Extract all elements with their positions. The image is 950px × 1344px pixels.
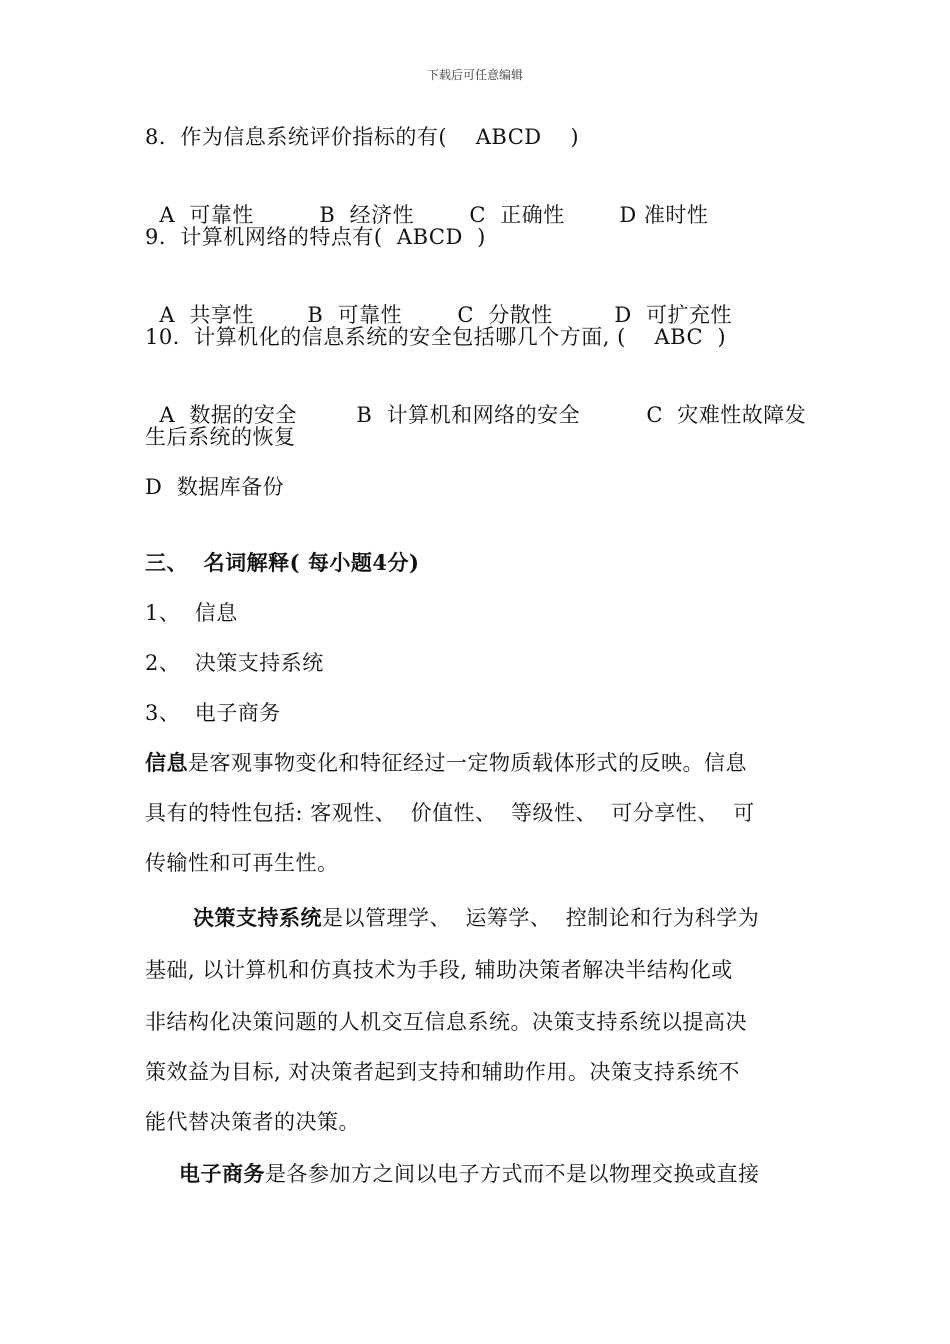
answer-ec-line-1 (179, 1160, 760, 1188)
question-8: 8．作为信息系统评价指标的有( ABCD ) (145, 125, 580, 149)
answer-text: 是各参加方之间以电子方式而不是以物理交换或直接 (265, 1162, 760, 1186)
term-item-3: 3、 电子商务 (145, 701, 281, 725)
option-d: D 可扩充性 (614, 303, 733, 327)
term-item-2: 2、 决策支持系统 (145, 651, 324, 675)
page-header: 下载后可任意编辑 (426, 68, 523, 82)
option-c: C 正确性 (469, 203, 565, 227)
question-9-options (145, 273, 732, 329)
question-10-options (145, 373, 806, 429)
answer-dss-line-3: 非结构化决策问题的人机交互信息系统。决策支持系统以提高决 (145, 1010, 747, 1034)
question-10: 10．计算机化的信息系统的安全包括哪几个方面, ( ABC ) (145, 325, 727, 349)
answer-dss-line-5: 能代替决策者的决策。 (145, 1110, 360, 1134)
question-10-options-cont: 生后系统的恢复 (145, 425, 296, 449)
section-title: 三、 名词解释( 每小题4分) (145, 550, 420, 575)
term-item-1: 1、 信息 (145, 601, 238, 625)
answer-dss-line-2: 基础, 以计算机和仿真技术为手段, 辅助决策者解决半结构化或 (145, 958, 733, 982)
answer-text: 是客观事物变化和特征经过一定物质载体形式的反映。信息 (188, 751, 747, 775)
question-8-options (145, 173, 708, 229)
option-a: A 可靠性 (159, 203, 254, 227)
answer-ec-term: 电子商务 (179, 1161, 265, 1186)
option-c: C 分散性 (457, 303, 553, 327)
option-b: B 可靠性 (307, 303, 403, 327)
answer-info-term: 信息 (145, 750, 188, 775)
option-d: D 准时性 (619, 203, 709, 227)
option-a: A 共享性 (159, 303, 254, 327)
option-b: B 计算机和网络的安全 (356, 403, 581, 427)
option-a: A 数据的安全 (159, 403, 297, 427)
answer-info-line-1 (145, 749, 747, 777)
option-b: B 经济性 (319, 203, 415, 227)
question-9: 9．计算机网络的特点有( ABCD ) (145, 225, 486, 249)
answer-info-line-2: 具有的特性包括: 客观性、 价值性、 等级性、 可分享性、 可 (145, 801, 755, 825)
answer-dss-term: 决策支持系统 (193, 905, 322, 930)
option-c: C 灾难性故障发 (646, 403, 807, 427)
answer-dss-line-4: 策效益为目标, 对决策者起到支持和辅助作用。决策支持系统不 (145, 1060, 740, 1084)
answer-info-line-3: 传输性和可再生性。 (145, 851, 339, 875)
question-10-option-d: D 数据库备份 (145, 475, 285, 499)
answer-dss-line-1 (193, 904, 759, 932)
answer-text: 是以管理学、 运筹学、 控制论和行为科学为 (322, 906, 760, 930)
